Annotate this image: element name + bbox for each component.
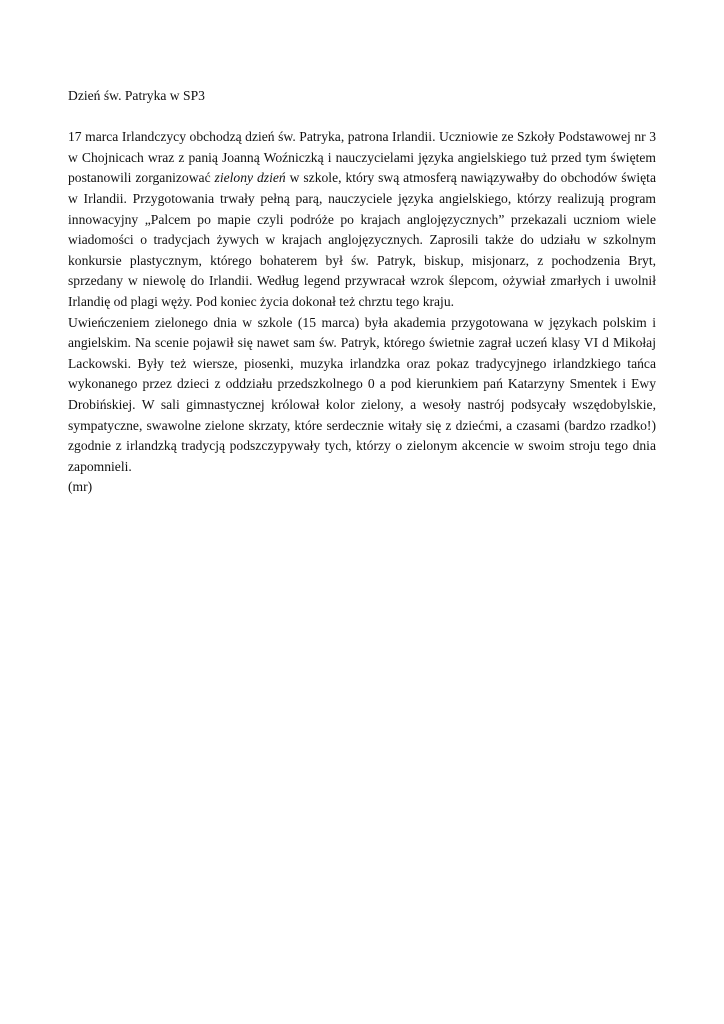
author-signature: (mr)	[68, 479, 93, 495]
paragraph-1-text-start: 17 marca Irlandczycy obchodzą dzień św. Patryka, patrona Irlandii. Uczniowie ze Szkoły Podstawowej nr 3 w Chojnicach wraz z panią Joanną Woźniczką i nauczycielami języka angielskiego tuż przed tym świętem postanowili zorganizować	[68, 129, 656, 186]
paragraph-2: Uwieńczeniem zielonego dnia w szkole (15 marca) była akademia przygotowana w językach polskim i angielskim. Na scenie pojawił się nawet sam św. Patryk, którego świetnie zagrał uczeń klasy VI d Mikołaj Lackowski. Były też wiersze, piosenki, muzyka irlandzka oraz pokaz tradycyjnego irlandzkiego tańca wykonanego przez dzieci z oddziału przedszkolnego 0 a pod kierunkiem pań Katarzyny Smentek i Ewy Drobińskiej. W sali gimnastycznej królował kolor zielony, a wesoły nastrój podsycały wszędobylskie, sympatyczne, swawolne zielone skrzaty, które serdecznie witały się z dziećmi, a czasami (bardzo rzadko!) zgodnie z irlandzką tradycją podszczypywały tych, którzy o zielonym akcencie w swoim stroju tego dnia zapomnieli.	[68, 314, 656, 474]
document-title: Dzień św. Patryka w SP3	[68, 88, 205, 103]
paragraph-1	[68, 127, 656, 312]
paragraph-1-text-end: w szkole, który swą atmosferą nawiązywałby do obchodów święta w Irlandii. Przygotowania trwały pełną parą, nauczyciele języka angielskiego, którzy realizują program innowacyjny „Palcem po mapie czyli podróże po krajach anglojęzycznych” przekazali uczniom wiele wiadomości o tradycjach żywych w krajach anglojęzycznych. Zaprosili także do udziału w szkolnym konkursie plastycznym, którego bohaterem był św. Patryk, biskup, misjonarz, z pochodzenia Bryt, sprzedany w niewolę do Irlandii. Według legend przywracał wzrok ślepcom, ożywiał zmarłych i uwolnił Irlandię od plagi węży. Pod koniec życia dokonał też chrztu tego kraju.	[68, 170, 656, 309]
paragraph-1-italic-phrase: zielony dzień	[214, 170, 286, 186]
document-page	[68, 86, 656, 498]
